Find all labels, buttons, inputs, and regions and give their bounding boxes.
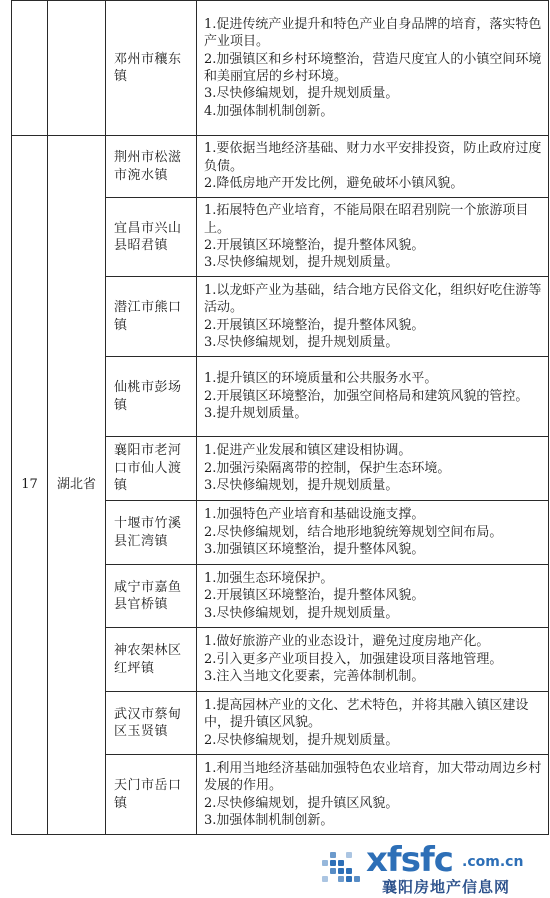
town-cell [106,565,197,628]
list-item: 1.做好旅游产业的业态设计，避免过度房地产化。 [204,634,490,650]
items-cell [197,565,549,628]
table-row [12,1,549,136]
list-item: 2.尽快修编规划，结合地形地貌统筹规划空间布局。 [204,524,503,540]
page-footer [0,836,550,898]
items-cell [197,198,549,277]
logo-site-name: 襄阳房地产信息网 [382,878,511,896]
town-cell [106,1,197,136]
list-item: 2.开展镇区环境整治，提升整体风貌。 [204,588,425,604]
list-item: 3.提升规划质量。 [204,406,308,422]
logo-pixel-icon [322,850,362,888]
town-cell [106,628,197,692]
province-cell [48,1,106,136]
list-item: 4.加强体制机制创新。 [204,103,334,119]
list-item: 2.开展镇区环境整治，提升整体风貌。 [204,238,425,253]
list-item: 2.降低房地产开发比例，避免破坏小镇风貌。 [204,176,464,192]
town-cell [106,501,197,565]
items-cell [197,628,549,692]
list-item: 2.开展镇区环境整治，提升整体风貌。 [204,317,425,333]
town-name: 天门市岳口镇 [114,778,182,811]
list-item: 2.尽快修编规划，提升镇区风貌。 [204,795,399,811]
list-item: 3.注入当地文化要素，完善体制机制。 [204,669,425,685]
town-name: 仙桃市彭场镇 [114,380,182,413]
items-cell [197,501,549,565]
list-item: 3.加强镇区环境整治，提升整体风貌。 [204,542,425,558]
town-name: 邓州市穰东镇 [114,51,182,84]
town-name: 神农架林区红坪镇 [114,643,182,676]
province-cell [48,136,106,835]
list-item: 1.以龙虾产业为基础，结合地方民俗文化，组织好吃住游等活动。 [204,282,542,316]
items-cell [197,437,549,501]
table-row [12,136,549,198]
town-name: 荆州市松滋市涴水镇 [114,150,182,183]
list-item: 2.尽快修编规划，提升规划质量。 [204,732,399,748]
list-item: 2.加强污染隔离带的控制，保护生态环境。 [204,460,451,476]
document-table [11,0,549,835]
list-item: 3.尽快修编规划，提升规划质量。 [204,334,399,350]
items-cell [197,755,549,835]
list-item: 1.促进产业发展和镇区建设相协调。 [204,443,412,459]
logo-domain: .com.cn [462,854,524,870]
list-item: 1.要依据当地经济基础、财力水平安排投资，防止政府过度负债。 [204,141,542,174]
list-item: 1.拓展特色产业培育，不能局限在昭君别院一个旅游项目上。 [204,203,529,236]
row-number: 17 [21,477,38,493]
town-cell [106,755,197,835]
list-item: 1.促进传统产业提升和特色产业自身品牌的培育，落实特色产业项目。 [204,16,542,50]
town-name: 潜江市熊口镇 [114,300,182,333]
logo-text: xfsfc [366,840,453,880]
list-item: 1.利用当地经济基础加强特色农业培育，加大带动周边乡村发展的作用。 [204,760,542,794]
town-cell [106,437,197,501]
list-item: 2.开展镇区环境整治，加强空间格局和建筑风貌的管控。 [204,388,529,404]
province-name: 湖北省 [56,477,96,493]
items-cell [197,692,549,755]
list-item: 3.加强体制机制创新。 [204,812,334,828]
list-item: 2.加强镇区和乡村环境整治，营造尺度宜人的小镇空间环境和美丽宜居的乡村环境。 [204,51,542,84]
town-cell [106,277,197,357]
town-cell [106,357,197,437]
town-name: 咸宁市嘉鱼县官桥镇 [114,579,182,612]
town-cell [106,198,197,277]
town-cell [106,692,197,755]
town-name: 十堰市竹溪县汇湾镇 [114,516,182,549]
list-item: 3.尽快修编规划，提升规划质量。 [204,255,399,271]
town-name: 宜昌市兴山县昭君镇 [114,220,182,253]
list-item: 1.加强生态环境保护。 [204,570,334,586]
list-item: 1.提高园林产业的文化、艺术特色，并将其融入镇区建设中，提升镇区风貌。 [204,697,529,731]
town-name: 武汉市蔡甸区玉贤镇 [114,706,182,739]
items-cell [197,357,549,437]
row-number-cell [12,1,48,136]
items-cell [197,277,549,357]
items-cell [197,1,549,136]
items-cell [197,136,549,198]
list-item: 1.加强特色产业培育和基础设施支撑。 [204,507,425,523]
town-name: 襄阳市老河口市仙人渡镇 [114,443,182,494]
list-item: 1.提升镇区的环境质量和公共服务水平。 [204,371,438,387]
row-number-cell [12,136,48,835]
list-item: 3.尽快修编规划，提升规划质量。 [204,478,399,494]
site-logo [322,842,540,894]
list-item: 2.引入更多产业项目投入，加强建设项目落地管理。 [204,651,503,667]
town-cell [106,136,197,198]
list-item: 3.尽快修编规划，提升规划质量。 [204,86,399,102]
list-item: 3.尽快修编规划，提升规划质量。 [204,605,399,621]
